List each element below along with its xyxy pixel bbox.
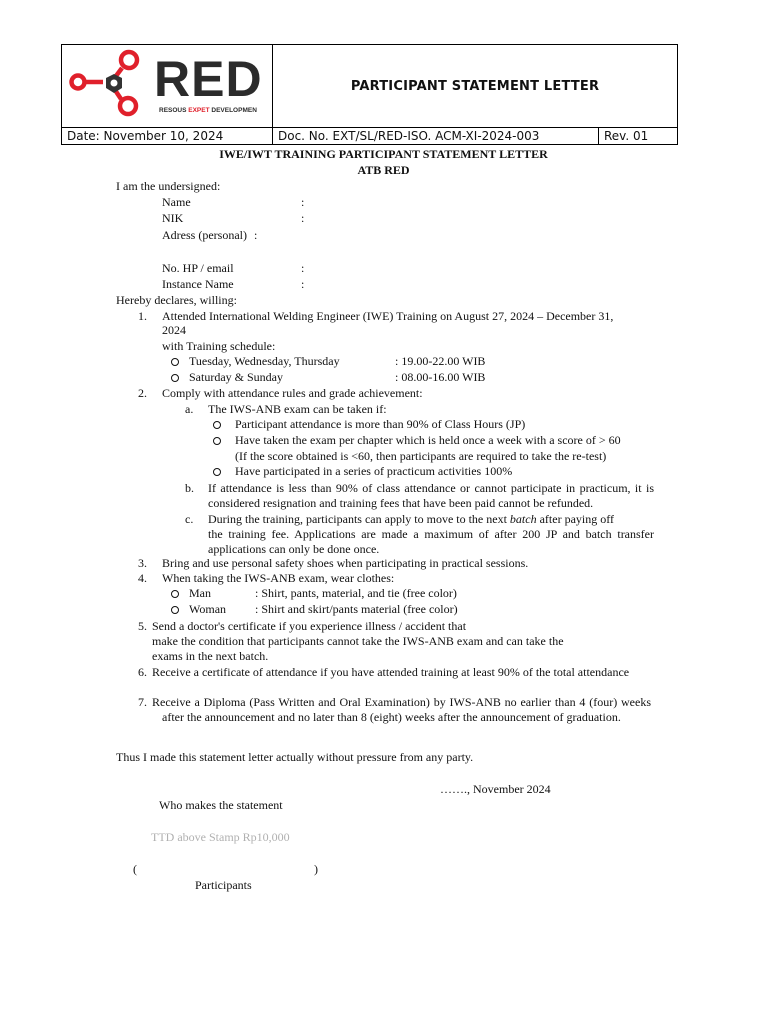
field-label-name: Name bbox=[162, 195, 191, 209]
stamp-placeholder: TTD above Stamp Rp10,000 bbox=[151, 830, 290, 844]
subitem-letter: c. bbox=[185, 512, 194, 526]
field-label-address: Adress (personal) bbox=[162, 228, 247, 242]
document-revision: Rev. 01 bbox=[604, 129, 649, 143]
signature-bracket-open: ( bbox=[133, 862, 137, 876]
declares-text: Hereby declares, willing: bbox=[116, 293, 237, 307]
closing-statement: Thus I made this statement letter actually without pressure from any party. bbox=[116, 750, 474, 764]
field-separator: : bbox=[301, 261, 305, 275]
letter-subheading: ATB RED bbox=[357, 163, 410, 177]
dress-code-who: Woman bbox=[189, 602, 227, 616]
exam-condition-note: (If the score obtained is <60, then participants are required to take the re-test) bbox=[235, 449, 607, 463]
item-1-schedule-intro: with Training schedule: bbox=[162, 339, 276, 353]
field-label-phone-email: No. HP / email bbox=[162, 261, 234, 275]
signature-place-date: ……., November 2024 bbox=[440, 782, 551, 796]
circle-bullet-icon bbox=[213, 468, 221, 476]
signature-caption: Who makes the statement bbox=[159, 798, 283, 812]
subitem-letter: b. bbox=[185, 481, 194, 495]
circle-bullet-icon bbox=[171, 374, 179, 382]
field-label-nik: NIK bbox=[162, 211, 184, 225]
document-number: Doc. No. EXT/SL/RED-ISO. ACM-XI-2024-003 bbox=[278, 129, 540, 143]
dress-code-what: : Shirt and skirt/pants material (free color) bbox=[255, 602, 458, 616]
subitem-c-text: the training fee. Applications are made a maximum of after 200 JP and batch transfer applications can only be done once. bbox=[208, 527, 654, 556]
item-number: 2. bbox=[138, 386, 147, 400]
schedule-time: : 08.00-16.00 WIB bbox=[395, 370, 486, 384]
subitem-c-text: During the training, participants can apply to move to the next batch after paying off bbox=[208, 512, 615, 526]
subitem-a-text: The IWS-ANB exam can be taken if: bbox=[208, 402, 387, 416]
signature-role: Participants bbox=[195, 878, 252, 892]
field-separator: : bbox=[254, 228, 258, 242]
field-separator: : bbox=[301, 195, 305, 209]
item-3-text: Bring and use personal safety shoes when participating in practical sessions. bbox=[162, 556, 529, 570]
dress-code-what: : Shirt, pants, material, and tie (free color) bbox=[255, 586, 457, 600]
exam-condition: Have participated in a series of practicum activities 100% bbox=[235, 464, 513, 478]
logo-wordmark: RED bbox=[154, 51, 263, 107]
item-number: 5. bbox=[138, 619, 147, 633]
item-5-text: make the condition that participants cannot take the IWS-ANB exam and can take the bbox=[152, 634, 564, 648]
item-1-text: Attended International Welding Engineer (IWE) Training on August 27, 2024 – December 31, bbox=[162, 309, 614, 323]
schedule-day: Saturday & Sunday bbox=[189, 370, 283, 384]
dress-code-who: Man bbox=[189, 586, 211, 600]
letter-heading: IWE/IWT TRAINING PARTICIPANT STATEMENT LETTER bbox=[219, 147, 548, 161]
exam-condition: Have taken the exam per chapter which is held once a week with a score of > 60 bbox=[235, 433, 621, 447]
signature-bracket-close: ) bbox=[314, 862, 318, 876]
field-label-instance: Instance Name bbox=[162, 277, 234, 291]
item-5-text: Send a doctor's certificate if you experience illness / accident that bbox=[152, 619, 467, 633]
item-number: 7. bbox=[138, 695, 147, 709]
circle-bullet-icon bbox=[171, 358, 179, 366]
subitem-b-text: If attendance is less than 90% of class attendance or cannot participate in practicum, it is considered resignation and training fees that have been paid cannot be refunded. bbox=[208, 481, 654, 510]
circle-bullet-icon bbox=[171, 606, 179, 614]
logo-tagline: RESOUS EXPET DEVELOPMEN bbox=[159, 107, 257, 114]
circle-bullet-icon bbox=[171, 590, 179, 598]
item-number: 6. bbox=[138, 665, 147, 679]
item-7-text: Receive a Diploma (Pass Written and Oral Examination) by IWS-ANB no earlier than 4 (four) weeks after the announcement and no later than 8 (eight) weeks after the announcement of graduation. bbox=[152, 695, 651, 724]
intro-text: I am the undersigned: bbox=[116, 179, 221, 193]
exam-condition: Participant attendance is more than 90% of Class Hours (JP) bbox=[235, 417, 526, 431]
item-2-text: Comply with attendance rules and grade achievement: bbox=[162, 386, 423, 400]
company-logo bbox=[66, 46, 268, 122]
item-number: 3. bbox=[138, 556, 147, 570]
subitem-letter: a. bbox=[185, 402, 194, 416]
item-number: 4. bbox=[138, 571, 147, 585]
schedule-time: : 19.00-22.00 WIB bbox=[395, 354, 486, 368]
circle-bullet-icon bbox=[213, 437, 221, 445]
item-5-text: exams in the next batch. bbox=[152, 649, 269, 663]
item-1-text: 2024 bbox=[162, 323, 186, 337]
item-number: 1. bbox=[138, 309, 147, 323]
field-separator: : bbox=[301, 211, 305, 225]
schedule-day: Tuesday, Wednesday, Thursday bbox=[189, 354, 340, 368]
document-date: Date: November 10, 2024 bbox=[67, 129, 224, 143]
circle-bullet-icon bbox=[213, 421, 221, 429]
field-separator: : bbox=[301, 277, 305, 291]
item-4-text: When taking the IWS-ANB exam, wear clothes: bbox=[162, 571, 395, 585]
item-6-text: Receive a certificate of attendance if you have attended training at least 90% of the total attendance bbox=[152, 665, 630, 679]
document-title: PARTICIPANT STATEMENT LETTER bbox=[350, 78, 600, 94]
